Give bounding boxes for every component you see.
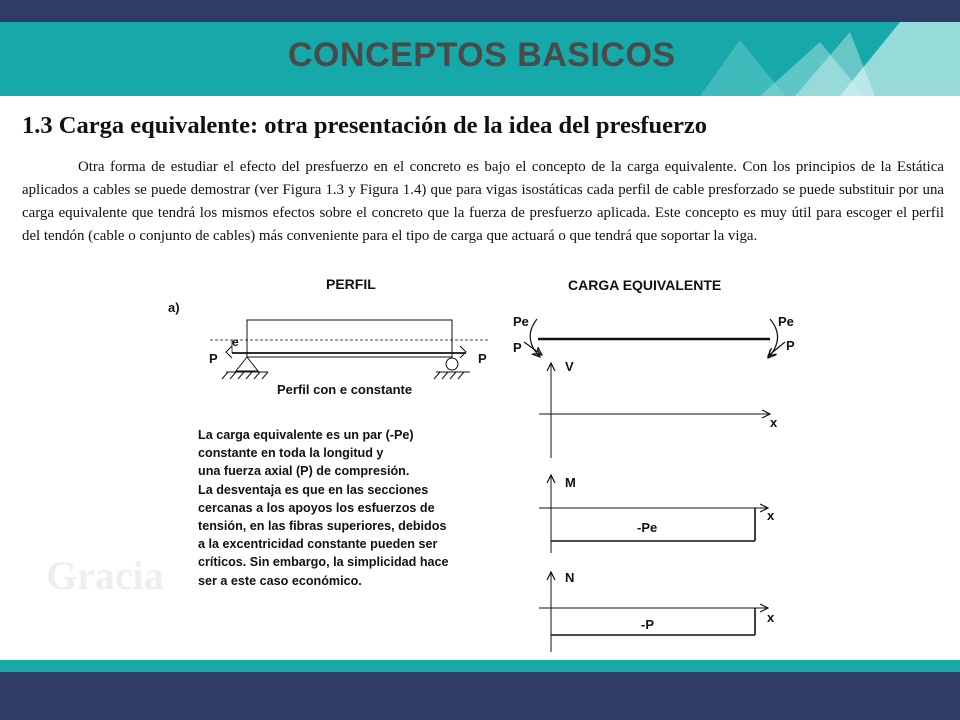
watermark-text: Gracia — [46, 553, 164, 598]
footer-teal-band — [0, 660, 960, 672]
description-line: La desventaja es que en las secciones — [198, 482, 429, 497]
pin-support-icon — [222, 357, 268, 379]
description-line: ser a este caso económico. — [198, 573, 362, 588]
axial-axis-label: N — [565, 570, 575, 585]
description-line: críticos. Sin embargo, la simplicidad hace — [198, 555, 449, 570]
description-line: una fuerza axial (P) de compresión. — [198, 464, 410, 479]
axial-x-label: x — [767, 610, 775, 625]
description-line: La carga equivalente es un par (-Pe) — [198, 428, 414, 442]
body-paragraph: Otra forma de estudiar el efecto del presfuerzo en el concreto es bajo el concepto de la carga equivalente. Con los principios de la Estática aplicados a cables se puede demostrar (ver Figura 1.3 y Figura 1.4) que para vigas isostáticas cada perfil de cable presforzado se puede substituir por una carga equivalente que tendrá los mismos efectos sobre el concreto que la fuerza de presfuerzo aplicada. Este concepto es muy útil para escoger el perfil del tendón (cable o conjunto de cables) más conveniente para el tipo de carga que actuará o que tendrá que soportar la viga. — [22, 159, 944, 244]
description-line: a la excentricidad constante pueden ser — [198, 537, 438, 552]
shear-diagram — [539, 363, 770, 458]
perfil-beam — [210, 320, 488, 357]
moment-pe-left-label: Pe — [513, 314, 529, 329]
force-p-right-label: P — [478, 351, 487, 366]
perfil-title: PERFIL — [326, 276, 376, 292]
footer-navy-band — [0, 672, 960, 720]
description-line: constante en toda la longitud y — [198, 446, 384, 461]
anchor-arrow-icons — [226, 346, 466, 358]
force-p-left-label: P — [209, 351, 218, 366]
shear-x-label: x — [770, 415, 778, 430]
slide-title: CONCEPTOS BASICOS — [288, 36, 676, 74]
equivalent-load-beam — [524, 319, 785, 358]
shear-axis-label: V — [565, 359, 574, 374]
description-line: cercanas a los apoyos los esfuerzos de — [198, 500, 435, 515]
moment-value-label: -Pe — [637, 520, 658, 535]
section-heading: 1.3 Carga equivalente: otra presentación de la idea del presfuerzo — [22, 112, 708, 139]
perfil-caption: Perfil con e constante — [277, 382, 413, 397]
axial-value-label: -P — [641, 617, 654, 632]
description-line: tensión, en las fibras superiores, debidos — [198, 519, 447, 534]
moment-pe-right-label: Pe — [778, 314, 794, 329]
figure-description — [198, 426, 449, 590]
roller-support-icon — [434, 358, 470, 379]
eccentricity-label: e — [232, 335, 239, 349]
carga-equivalente-title: CARGA EQUIVALENTE — [568, 277, 722, 293]
moment-x-label: x — [767, 508, 775, 523]
moment-axis-label: M — [565, 475, 576, 490]
force-p-left-equiv-label: P — [513, 340, 522, 355]
figure-part-label: a) — [168, 300, 180, 315]
force-p-right-equiv-label: P — [786, 338, 795, 353]
